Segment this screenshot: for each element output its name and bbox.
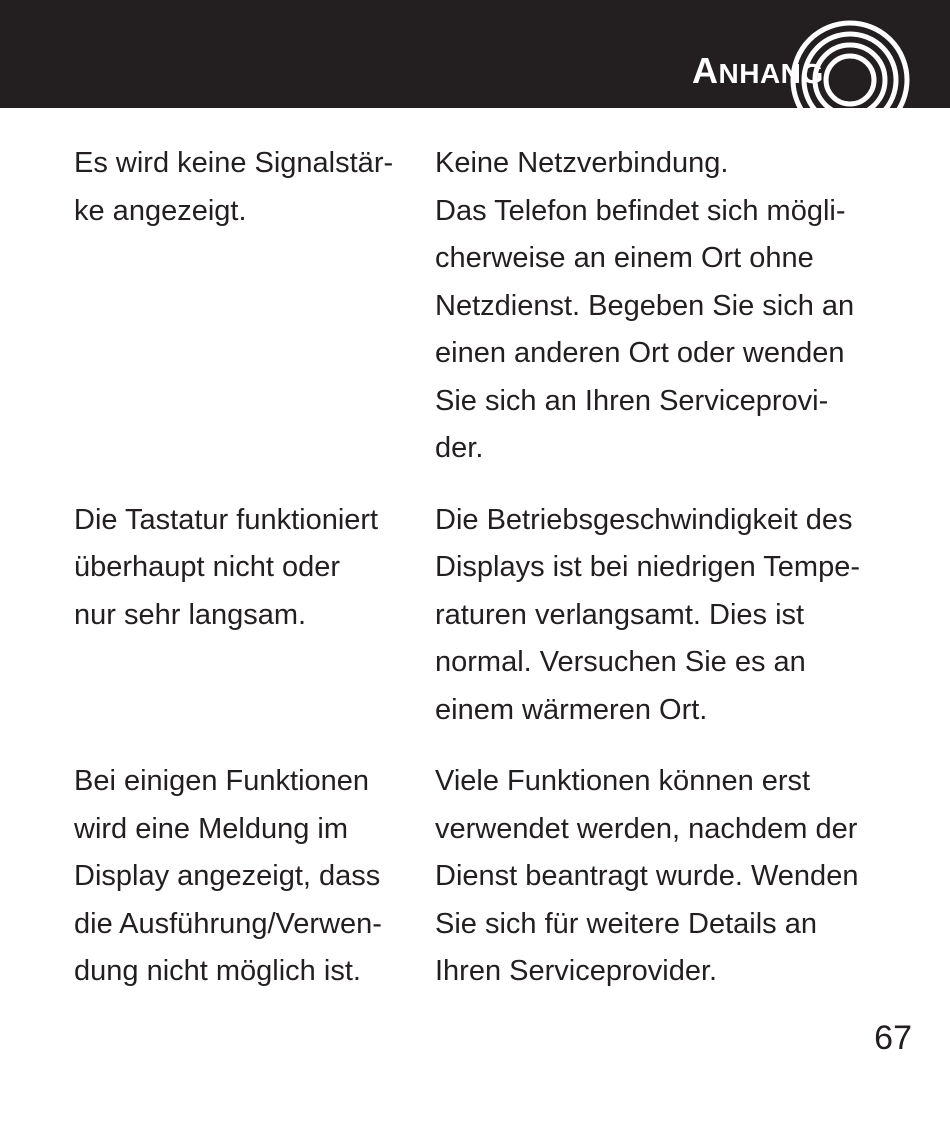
problem-cell xyxy=(74,758,435,996)
text-line: Netzdienst. Begeben Sie sich an xyxy=(435,289,855,322)
table-row xyxy=(74,497,924,735)
text-line: überhaupt nicht oder xyxy=(74,551,341,583)
text-line: Sie sich für weitere Details an xyxy=(435,907,817,940)
solution-cell xyxy=(435,497,915,735)
text-line: Sie sich an Ihren Serviceprovi- xyxy=(435,384,829,417)
text-line: Die Betriebsgeschwindigkeit des xyxy=(435,503,853,536)
text-line: einen anderen Ort oder wenden xyxy=(435,337,845,369)
text-line: nur sehr langsam. xyxy=(74,598,307,631)
text-line: cherweise an einem Ort ohne xyxy=(435,242,814,274)
text-line: dung nicht möglich ist. xyxy=(74,955,361,987)
solution-cell xyxy=(435,758,915,996)
section-title: ANHANG xyxy=(692,50,824,91)
text-line: der. xyxy=(435,432,484,464)
table-row xyxy=(74,758,924,996)
text-line: Es wird keine Signalstär- xyxy=(74,147,394,179)
table-row xyxy=(74,140,924,473)
text-line: Keine Netzverbindung. xyxy=(435,147,729,179)
problem-cell xyxy=(74,497,435,735)
text-line: Die Tastatur funktioniert xyxy=(74,503,379,536)
text-line: normal. Versuchen Sie es an xyxy=(435,646,806,678)
text-line: die Ausführung/Verwen- xyxy=(74,907,382,940)
text-line: raturen verlangsamt. Dies ist xyxy=(435,598,805,631)
text-line: Ihren Serviceprovider. xyxy=(435,955,718,987)
text-line: verwendet werden, nachdem der xyxy=(435,812,858,845)
text-line: Display angezeigt, dass xyxy=(74,860,381,892)
text-line: ke angezeigt. xyxy=(74,194,247,227)
solution-cell xyxy=(435,140,915,473)
troubleshooting-table xyxy=(74,140,924,1020)
text-line: wird eine Meldung im xyxy=(74,812,349,845)
problem-cell xyxy=(74,140,435,473)
text-line: einem wärmeren Ort. xyxy=(435,693,708,726)
text-line: Displays ist bei niedrigen Tempe- xyxy=(435,551,861,583)
text-line: Das Telefon befindet sich mögli- xyxy=(435,194,846,227)
page-number: 67 xyxy=(874,1019,912,1057)
text-line: Viele Funktionen können erst xyxy=(435,765,811,797)
text-line: Dienst beantragt wurde. Wenden xyxy=(435,860,859,892)
text-line: Bei einigen Funktionen xyxy=(74,765,370,797)
